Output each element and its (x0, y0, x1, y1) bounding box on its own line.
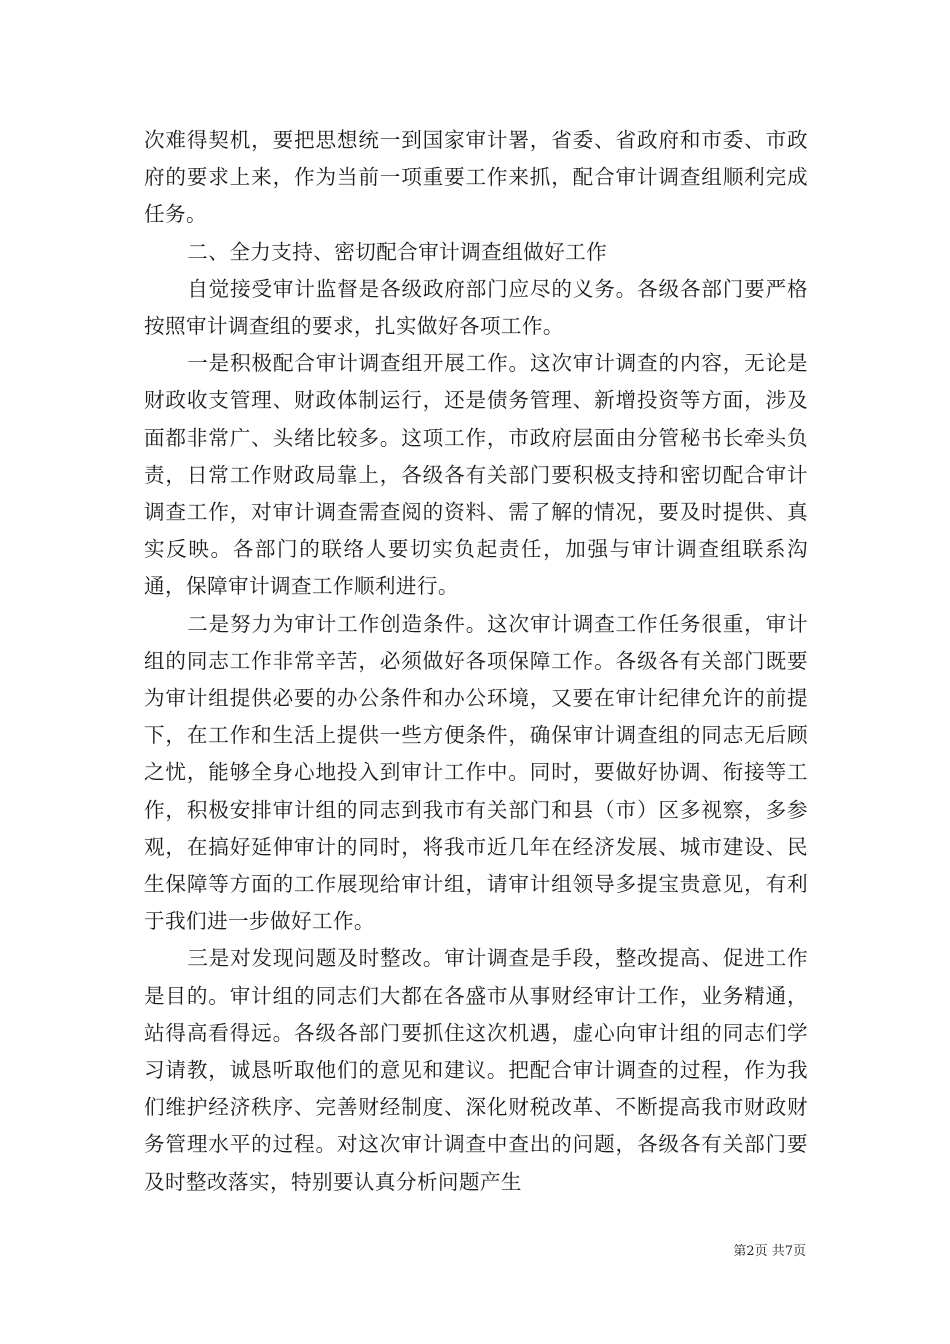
page-number-footer: 第2页 共7页 (733, 1244, 806, 1259)
paragraph: 三是对发现问题及时整改。审计调查是手段，整改提高、促进工作是目的。审计组的同志们大都在各盛市从事财经审计工作，业务精通，站得高看得远。各级各部门要抓住这次机遇，虚心向审计组的同志们学习请教，诚恳听取他们的意见和建议。把配合审计调查的过程，作为我们维护经济秩序、完善财经制度、深化财税改革、不断提高我市财政财务管理水平的过程。对这次审计调查中查出的问题，各级各有关部门要及时整改落实，特别要认真分析问题产生 (144, 946, 808, 1194)
paragraph: 一是积极配合审计调查组开展工作。这次审计调查的内容，无论是财政收支管理、财政体制运行，还是债务管理、新增投资等方面，涉及面都非常广、头绪比较多。这项工作，市政府层面由分管秘书长牵头负责，日常工作财政局靠上，各级各有关部门要积极支持和密切配合审计调查工作，对审计调查需查阅的资料、需了解的情况，要及时提供、真实反映。各部门的联络人要切实负起责任，加强与审计调查组联系沟通，保障审计调查工作顺利进行。 (144, 351, 808, 599)
paragraph-continuation: 次难得契机，要把思想统一到国家审计署，省委、省政府和市委、市政府的要求上来，作为当前一项重要工作来抓，配合审计调查组顺利完成任务。 (144, 128, 808, 227)
paragraph: 二是努力为审计工作创造条件。这次审计调查工作任务很重，审计组的同志工作非常辛苦，必须做好各项保障工作。各级各有关部门既要为审计组提供必要的办公条件和办公环境，又要在审计纪律允许的前提下，在工作和生活上提供一些方便条件，确保审计调查组的同志无后顾之忧，能够全身心地投入到审计工作中。同时，要做好协调、衔接等工作，积极安排审计组的同志到我市有关部门和县（市）区多视察，多参观，在搞好延伸审计的同时，将我市近几年在经济发展、城市建设、民生保障等方面的工作展现给审计组，请审计组领导多提宝贵意见，有利于我们进一步做好工作。 (144, 611, 808, 934)
section-heading: 二、全力支持、密切配合审计调查组做好工作 (187, 239, 608, 264)
body-text (144, 122, 808, 1201)
paragraph: 自觉接受审计监督是各级政府部门应尽的义务。各级各部门要严格按照审计调查组的要求，扎实做好各项工作。 (144, 276, 808, 339)
